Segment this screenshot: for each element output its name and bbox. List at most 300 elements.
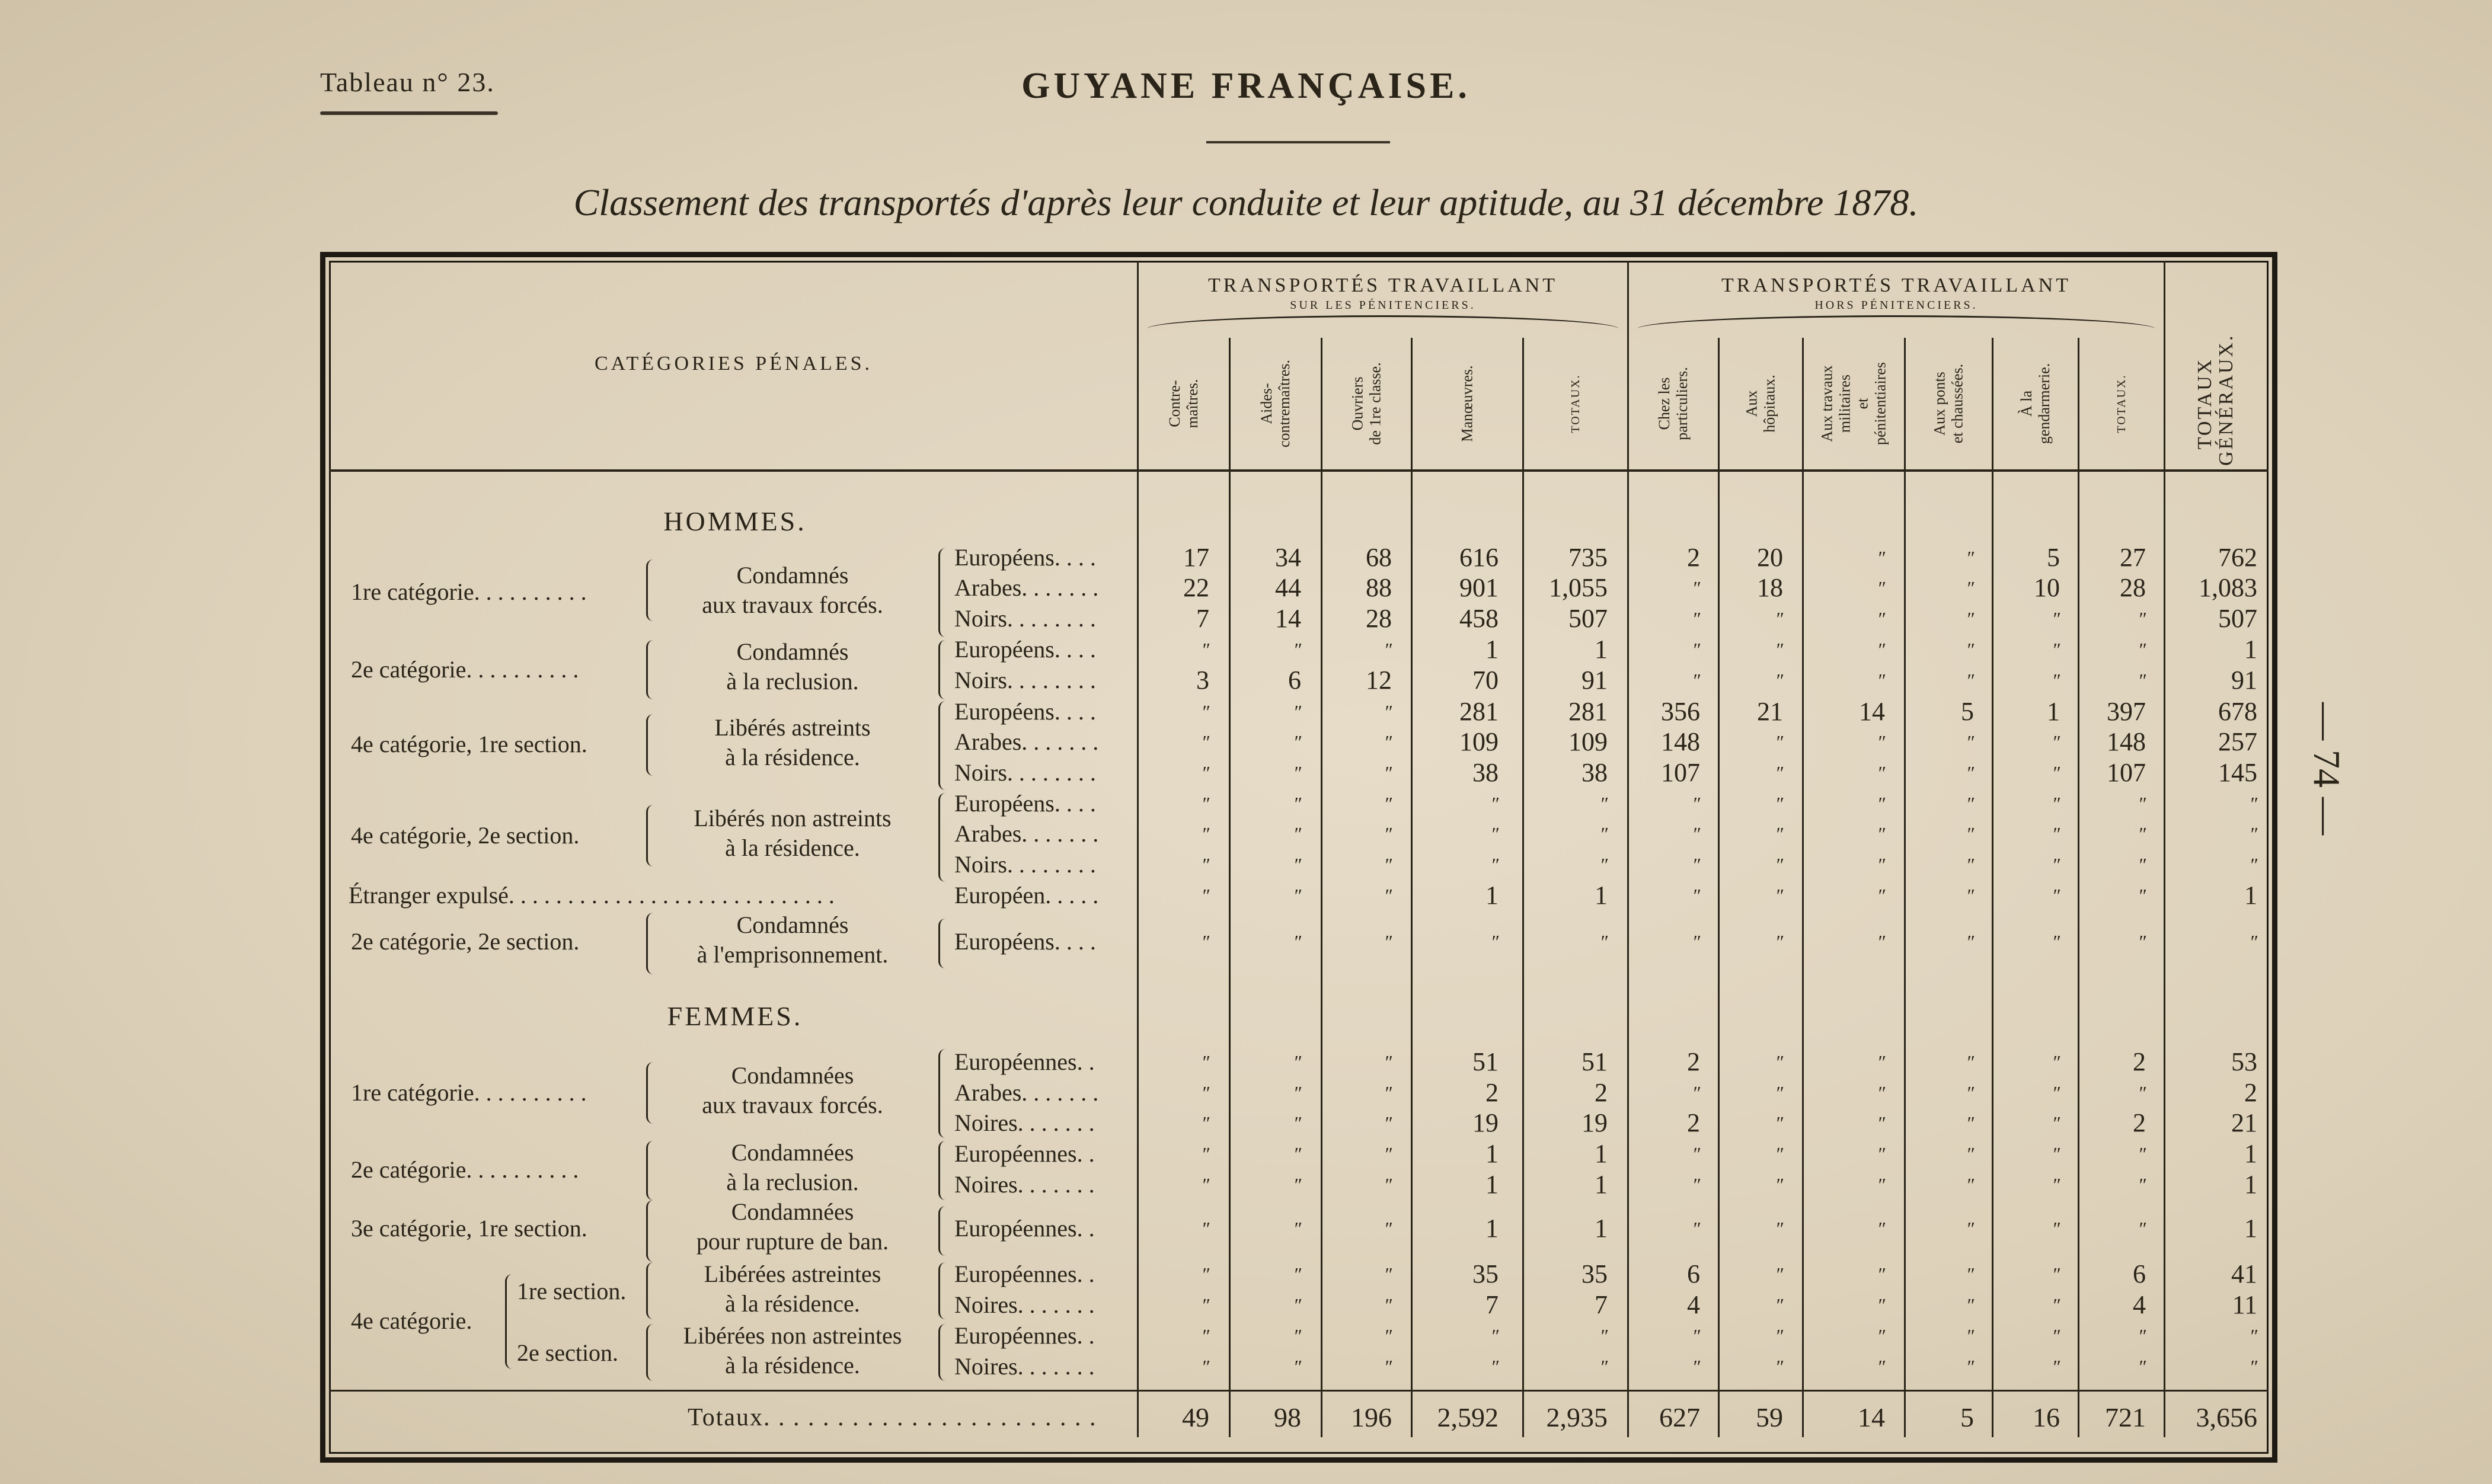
table-cell: 2 <box>1687 1108 1700 1137</box>
table-cell: ″ <box>1877 885 1885 906</box>
table-cell: 7 <box>1196 604 1209 633</box>
table-cell: ″ <box>1966 731 1974 753</box>
table-row <box>0 1077 2492 1108</box>
table-cell: ″ <box>1201 731 1209 753</box>
table-cell: 1,055 <box>1549 573 1608 602</box>
table-cell: ″ <box>1877 639 1885 660</box>
table-cell: ″ <box>1201 931 1209 952</box>
col-header-manoeuvres: Manœuvres. <box>1458 365 1476 442</box>
table-cell: 616 <box>1459 543 1499 572</box>
table-cell: 2 <box>1595 1078 1608 1107</box>
table-cell: 19 <box>1472 1108 1499 1137</box>
table-cell: ″ <box>1599 1356 1608 1377</box>
table-cell: ″ <box>1877 670 1885 691</box>
category-description: Condamnées à la reclusion. <box>726 1139 859 1195</box>
table-cell: 4 <box>2133 1290 2146 1319</box>
table-cell: ″ <box>1201 1356 1209 1377</box>
totals-cell: 2,935 <box>1546 1402 1608 1432</box>
table-cell: 2 <box>1687 1047 1700 1076</box>
table-cell: ″ <box>1692 1082 1700 1104</box>
table-cell: 901 <box>1459 573 1499 602</box>
category-description: Condamnés à la reclusion. <box>726 638 859 695</box>
totals-cell: 196 <box>1351 1402 1392 1432</box>
table-cell: ″ <box>2052 608 2060 629</box>
table-cell: ″ <box>1293 639 1301 660</box>
table-cell: ″ <box>2249 931 2257 952</box>
table-row <box>0 1290 2492 1320</box>
table-cell: 1 <box>1595 1170 1608 1199</box>
table-cell: ″ <box>1966 1112 1974 1134</box>
table-cell: ″ <box>1877 1143 1885 1165</box>
table-cell: 6 <box>1288 666 1301 695</box>
table-cell: ″ <box>1966 1143 1974 1165</box>
category-description: Condamnées aux travaux forcés. <box>702 1062 883 1118</box>
table-cell: ″ <box>2249 1325 2257 1347</box>
table-cell: ″ <box>1966 823 1974 845</box>
col-header-aides: Aides- contremaîtres. <box>1258 360 1293 447</box>
table-cell: ″ <box>1293 701 1301 722</box>
origin-label: Européen. . . . . <box>954 882 1099 909</box>
table-cell: ″ <box>2052 1082 2060 1104</box>
table-cell: 507 <box>2218 604 2257 633</box>
table-cell: 35 <box>1472 1259 1499 1288</box>
table-cell: ″ <box>1775 1143 1783 1165</box>
table-cell: ″ <box>2138 608 2146 629</box>
table-cell: ″ <box>2052 931 2060 952</box>
origin-label: Arabes. . . . . . . <box>954 820 1099 847</box>
table-cell: ″ <box>1877 1082 1885 1104</box>
title-rule <box>1206 141 1390 143</box>
colony-title: GUYANE FRANÇAISE. <box>1021 66 1471 106</box>
origin-label: Noires. . . . . . . <box>954 1109 1095 1136</box>
table-row <box>0 818 2492 849</box>
origin-label: Européens. . . . <box>954 698 1096 725</box>
table-cell: ″ <box>1201 701 1209 722</box>
table-cell: 109 <box>1568 727 1608 756</box>
table-cell: 28 <box>2120 573 2146 602</box>
table-cell: 91 <box>1582 666 1608 695</box>
table-cell: 148 <box>1661 727 1700 756</box>
origin-label: Européens. . . . <box>954 790 1096 817</box>
table-cell: ″ <box>1966 1294 1974 1316</box>
totals-cell: 16 <box>2033 1402 2060 1432</box>
table-cell: 1 <box>1485 1170 1499 1199</box>
table-cell: ″ <box>1201 1174 1209 1195</box>
table-row <box>0 573 2492 603</box>
origin-label: Arabes. . . . . . . <box>954 1079 1099 1106</box>
origin-label: Noires. . . . . . . <box>954 1171 1095 1198</box>
table-cell: ″ <box>2052 762 2060 783</box>
totals-cell: 721 <box>2105 1402 2146 1432</box>
table-cell: ″ <box>1692 823 1700 845</box>
table-cell: 20 <box>1757 543 1783 572</box>
table-cell: 5 <box>2047 543 2060 572</box>
page-number-text: — 74 — <box>2306 702 2348 835</box>
table-cell: ″ <box>1490 931 1499 952</box>
table-cell: ″ <box>2052 854 2060 875</box>
table-cell: ″ <box>1877 931 1885 952</box>
table-row <box>0 757 2492 788</box>
origin-label: Noirs. . . . . . . . <box>954 759 1096 786</box>
table-cell: ″ <box>1293 1356 1301 1377</box>
table-cell: ″ <box>1201 854 1209 875</box>
table-cell: ″ <box>1293 1082 1301 1104</box>
table-cell: 41 <box>2231 1259 2257 1288</box>
table-cell: 3 <box>1196 666 1209 695</box>
table-cell: 735 <box>1568 543 1608 572</box>
col-header-gendarmerie: À la gendarmerie. <box>2018 363 2053 444</box>
table-cell: ″ <box>2138 1325 2146 1347</box>
table-cell: 28 <box>1366 604 1392 633</box>
table-cell: ″ <box>2249 854 2257 875</box>
table-cell: ″ <box>1692 1325 1700 1347</box>
table-cell: 19 <box>1582 1108 1608 1137</box>
table-cell: 18 <box>1757 573 1783 602</box>
table-cell: 1 <box>1485 881 1499 910</box>
table-cell: 38 <box>1472 758 1499 787</box>
table-cell: 12 <box>1366 666 1392 695</box>
table-cell: ″ <box>1775 854 1783 875</box>
table-cell: ″ <box>1966 854 1974 875</box>
category-description: Libérés non astreints à la résidence. <box>694 805 892 861</box>
table-row <box>0 1047 2492 1077</box>
table-cell: ″ <box>1692 577 1700 599</box>
table-cell: 68 <box>1366 543 1392 572</box>
table-cell: ″ <box>1877 762 1885 783</box>
table-cell: ″ <box>1877 1264 1885 1285</box>
table-cell: ″ <box>2138 1082 2146 1104</box>
table-cell: ″ <box>1293 1143 1301 1165</box>
table-cell: ″ <box>2052 793 2060 814</box>
category-description: Condamnés aux travaux forcés. <box>702 562 883 618</box>
table-cell: 2 <box>1687 543 1700 572</box>
table-cell: ″ <box>2052 1174 2060 1195</box>
table-cell: ″ <box>1877 1112 1885 1134</box>
table-cell: ″ <box>1775 1325 1783 1347</box>
table-cell: 1 <box>1485 1139 1499 1168</box>
table-cell: ″ <box>1201 1325 1209 1347</box>
table-cell: ″ <box>1293 1325 1301 1347</box>
table-cell: ″ <box>2052 1051 2060 1073</box>
table-row <box>0 1320 2492 1351</box>
table-cell: 145 <box>2218 758 2257 787</box>
origin-label: Arabes. . . . . . . <box>954 728 1099 755</box>
table-cell: ″ <box>1877 608 1885 629</box>
table-cell: ″ <box>1877 731 1885 753</box>
table-cell: ″ <box>1692 1143 1700 1165</box>
table-cell: ″ <box>1293 762 1301 783</box>
table-cell: ″ <box>1201 823 1209 845</box>
table-cell: 27 <box>2120 543 2146 572</box>
category-label: Étranger expulsé. . . . . . . . . . . . . . . . . . . . . . . . . . . . <box>349 882 835 909</box>
group2-title: TRANSPORTÉS TRAVAILLANT <box>1721 274 2071 296</box>
table-cell: ″ <box>1384 793 1392 814</box>
table-cell: 281 <box>1459 697 1499 726</box>
origin-label: Arabes. . . . . . . <box>954 574 1099 601</box>
table-cell: ″ <box>1293 823 1301 845</box>
table-cell: 70 <box>1472 666 1499 695</box>
table-cell: ″ <box>2052 1264 2060 1285</box>
table-cell: 2 <box>1485 1078 1499 1107</box>
table-cell: ″ <box>2052 885 2060 906</box>
table-cell: ″ <box>1384 823 1392 845</box>
table-cell: ″ <box>1966 1082 1974 1104</box>
table-cell: ″ <box>1966 547 1974 568</box>
table-cell: ″ <box>1201 639 1209 660</box>
table-cell: ″ <box>2052 670 2060 691</box>
table-cell: 1 <box>1595 1214 1608 1243</box>
category-description: Libérées non astreintes à la résidence. <box>683 1322 902 1379</box>
table-cell: ″ <box>1201 1218 1209 1239</box>
table-cell: ″ <box>1775 793 1783 814</box>
table-cell: ″ <box>1775 885 1783 906</box>
table-cell: ″ <box>1293 793 1301 814</box>
group2-brace <box>1637 315 2155 329</box>
group2-header <box>1629 274 2164 329</box>
table-cell: ″ <box>1384 1174 1392 1195</box>
table-cell: ″ <box>2138 931 2146 952</box>
table-cell: ″ <box>1775 731 1783 753</box>
table-cell: 11 <box>2232 1290 2257 1319</box>
table-cell: ″ <box>2052 1356 2060 1377</box>
origin-label: Noires. . . . . . . <box>954 1291 1095 1318</box>
table-cell: 1 <box>1485 635 1499 664</box>
category-description: Condamnés à l'emprisonnement. <box>697 911 889 968</box>
table-cell: 4 <box>1687 1290 1700 1319</box>
table-row <box>0 1169 2492 1200</box>
col-header-totaux-1: TOTAUX. <box>1569 374 1582 433</box>
table-cell: ″ <box>1384 1218 1392 1239</box>
origin-label: Européens. . . . <box>954 636 1096 663</box>
table-cell: 507 <box>1568 604 1608 633</box>
totals-top-rule <box>329 1390 2269 1392</box>
table-cell: ″ <box>1384 639 1392 660</box>
totals-cell: 5 <box>1960 1402 1974 1432</box>
table-cell: ″ <box>1877 823 1885 845</box>
table-cell: ″ <box>1966 670 1974 691</box>
table-cell: ″ <box>1966 1356 1974 1377</box>
table-cell: 1 <box>2244 1214 2257 1243</box>
origin-label: Noirs. . . . . . . . <box>954 605 1096 632</box>
section-hommes: HOMMES. <box>663 506 807 536</box>
table-cell: ″ <box>1201 1143 1209 1165</box>
table-cell: 1 <box>2047 697 2060 726</box>
table-cell: ″ <box>1293 931 1301 952</box>
table-cell: ″ <box>1775 1218 1783 1239</box>
table-cell: 1 <box>2244 1139 2257 1168</box>
table-cell: ″ <box>1966 793 1974 814</box>
origin-label: Noirs. . . . . . . . <box>954 851 1096 878</box>
table-cell: ″ <box>1877 854 1885 875</box>
table-row <box>0 603 2492 634</box>
table-cell: ″ <box>1293 1112 1301 1134</box>
table-cell: ″ <box>1877 1325 1885 1347</box>
table-row <box>0 634 2492 665</box>
table-cell: ″ <box>1775 639 1783 660</box>
table-row <box>0 696 2492 727</box>
table-cell: ″ <box>2249 823 2257 845</box>
table-cell: 109 <box>1459 727 1499 756</box>
totals-cell: 14 <box>1858 1402 1885 1432</box>
table-cell: ″ <box>1692 1218 1700 1239</box>
table-cell: ″ <box>1599 793 1608 814</box>
table-cell: ″ <box>1384 1143 1392 1165</box>
table-row <box>0 880 2492 911</box>
table-cell: 678 <box>2218 697 2257 726</box>
table-row <box>0 849 2492 880</box>
table-subtitle: Classement des transportés d'après leur conduite et leur aptitude, au 31 décembre 1878. <box>573 181 1919 223</box>
col-header-contremaitres: Contre- maîtres. <box>1166 379 1201 428</box>
table-cell: ″ <box>1384 1294 1392 1316</box>
table-cell: ″ <box>1384 1051 1392 1073</box>
table-cell: 21 <box>1757 697 1783 726</box>
table-cell: ″ <box>1384 1356 1392 1377</box>
table-row <box>0 542 2492 573</box>
table-cell: ″ <box>2052 1218 2060 1239</box>
table-cell: ″ <box>1384 1325 1392 1347</box>
col-header-ponts: Aux ponts et chaussées. <box>1931 363 1966 444</box>
table-cell: ″ <box>1877 793 1885 814</box>
origin-label: Européennes. . <box>954 1215 1095 1242</box>
table-cell: 458 <box>1459 604 1499 633</box>
table-cell: 148 <box>2107 727 2146 756</box>
table-cell: ″ <box>1201 1112 1209 1134</box>
table-cell: 2 <box>2133 1108 2146 1137</box>
table-cell: 356 <box>1661 697 1700 726</box>
table-cell: ″ <box>2138 1218 2146 1239</box>
header-bottom-rule <box>329 469 2269 472</box>
table-cell: ″ <box>1692 639 1700 660</box>
origin-label: Européens. . . . <box>954 928 1096 955</box>
table-cell: ″ <box>1201 1294 1209 1316</box>
table-cell: ″ <box>1775 670 1783 691</box>
totals-cell: 59 <box>1756 1402 1783 1432</box>
table-cell: ″ <box>1775 931 1783 952</box>
origin-label: Européennes. . <box>954 1261 1095 1287</box>
table-cell: 6 <box>2133 1259 2146 1288</box>
table-cell: ″ <box>1293 1218 1301 1239</box>
category-label: 2e catégorie. . . . . . . . . . <box>351 656 579 683</box>
table-cell: 51 <box>1582 1047 1608 1076</box>
table-cell: ″ <box>1966 931 1974 952</box>
table-cell: ″ <box>2052 823 2060 845</box>
origin-label: Européens. . . . <box>954 544 1096 571</box>
table-cell: ″ <box>2052 639 2060 660</box>
table-cell: 88 <box>1366 573 1392 602</box>
group1-brace <box>1147 315 1619 329</box>
table-row <box>0 1108 2492 1138</box>
category-label: 1re catégorie. . . . . . . . . . <box>351 1079 587 1106</box>
table-cell: ″ <box>2052 731 2060 753</box>
table-cell: ″ <box>1966 1174 1974 1195</box>
table-cell: 1 <box>2244 635 2257 664</box>
table-cell: ″ <box>2052 1112 2060 1134</box>
table-cell: 5 <box>1961 697 1974 726</box>
table-cell: ″ <box>1384 1112 1392 1134</box>
table-cell: 14 <box>1859 697 1885 726</box>
table-cell: ″ <box>1877 1356 1885 1377</box>
table-cell: 107 <box>1661 758 1700 787</box>
table-cell: ″ <box>1877 577 1885 599</box>
group1-header <box>1139 274 1627 329</box>
table-cell: 107 <box>2107 758 2146 787</box>
table-cell: ″ <box>1599 854 1608 875</box>
origin-label: Noires. . . . . . . <box>954 1353 1095 1380</box>
table-cell: 91 <box>2231 666 2257 695</box>
totals-row <box>0 1400 2492 1435</box>
table-row <box>0 788 2492 819</box>
col-header-hopitaux: Aux hôpitaux. <box>1743 375 1778 433</box>
table-cell: ″ <box>2138 1174 2146 1195</box>
table-cell: ″ <box>1775 1051 1783 1073</box>
category-label: 4e catégorie. <box>351 1307 472 1334</box>
group2-subtitle: HORS PÉNITENCIERS. <box>1814 299 1978 312</box>
table-cell: 14 <box>1275 604 1301 633</box>
table-cell: ″ <box>1966 1218 1974 1239</box>
table-cell: ″ <box>2138 1356 2146 1377</box>
table-cell: ″ <box>1877 1218 1885 1239</box>
category-label: 4e catégorie, 1re section. <box>351 731 587 757</box>
table-cell: 34 <box>1275 543 1301 572</box>
table-row <box>0 1351 2492 1382</box>
group1-subtitle: SUR LES PÉNITENCIERS. <box>1290 299 1476 312</box>
table-cell: 38 <box>1582 758 1608 787</box>
table-cell: ″ <box>2138 885 2146 906</box>
totals-label: Totaux. . . . . . . . . . . . . . . . . . . . . . . <box>688 1404 1097 1431</box>
table-cell: ″ <box>1293 1264 1301 1285</box>
table-cell: 281 <box>1568 697 1608 726</box>
table-cell: 7 <box>1595 1290 1608 1319</box>
table-cell: ″ <box>1692 608 1700 629</box>
table-cell: 1 <box>1595 1139 1608 1168</box>
table-cell: ″ <box>1201 762 1209 783</box>
table-cell: ″ <box>1384 731 1392 753</box>
table-cell: ″ <box>1692 1356 1700 1377</box>
table-cell: ″ <box>1293 854 1301 875</box>
table-cell: ″ <box>1775 1356 1783 1377</box>
table-cell: 51 <box>1472 1047 1499 1076</box>
table-cell: ″ <box>2052 1325 2060 1347</box>
category-label: 1re catégorie. . . . . . . . . . <box>351 578 587 605</box>
table-row <box>0 1138 2492 1169</box>
categories-header: CATÉGORIES PÉNALES. <box>594 353 873 375</box>
table-cell: 7 <box>1485 1290 1499 1319</box>
table-cell: 22 <box>1183 573 1209 602</box>
table-cell: ″ <box>1692 854 1700 875</box>
table-cell: ″ <box>1599 1325 1608 1347</box>
table-cell: 2 <box>2133 1047 2146 1076</box>
table-cell: 1 <box>2244 881 2257 910</box>
category-label: 3e catégorie, 1re section. <box>351 1215 587 1242</box>
table-cell: ″ <box>1775 608 1783 629</box>
totals-cell: 98 <box>1274 1402 1301 1432</box>
col-header-totaux-2: TOTAUX. <box>2115 374 2128 433</box>
table-cell: ″ <box>1775 1112 1783 1134</box>
table-cell: 1 <box>1485 1214 1499 1243</box>
table-cell: ″ <box>1692 1174 1700 1195</box>
table-cell: ″ <box>1490 1325 1499 1347</box>
table-cell: ″ <box>1201 793 1209 814</box>
table-row <box>0 665 2492 696</box>
table-row <box>0 1259 2492 1290</box>
table-cell: 17 <box>1183 543 1209 572</box>
table-cell: ″ <box>1775 823 1783 845</box>
table-cell: ″ <box>1599 931 1608 952</box>
table-cell: ″ <box>1692 793 1700 814</box>
table-cell: ″ <box>1966 577 1974 599</box>
col-header-particuliers: Chez les particuliers. <box>1656 367 1691 440</box>
table-cell: ″ <box>1201 1082 1209 1104</box>
